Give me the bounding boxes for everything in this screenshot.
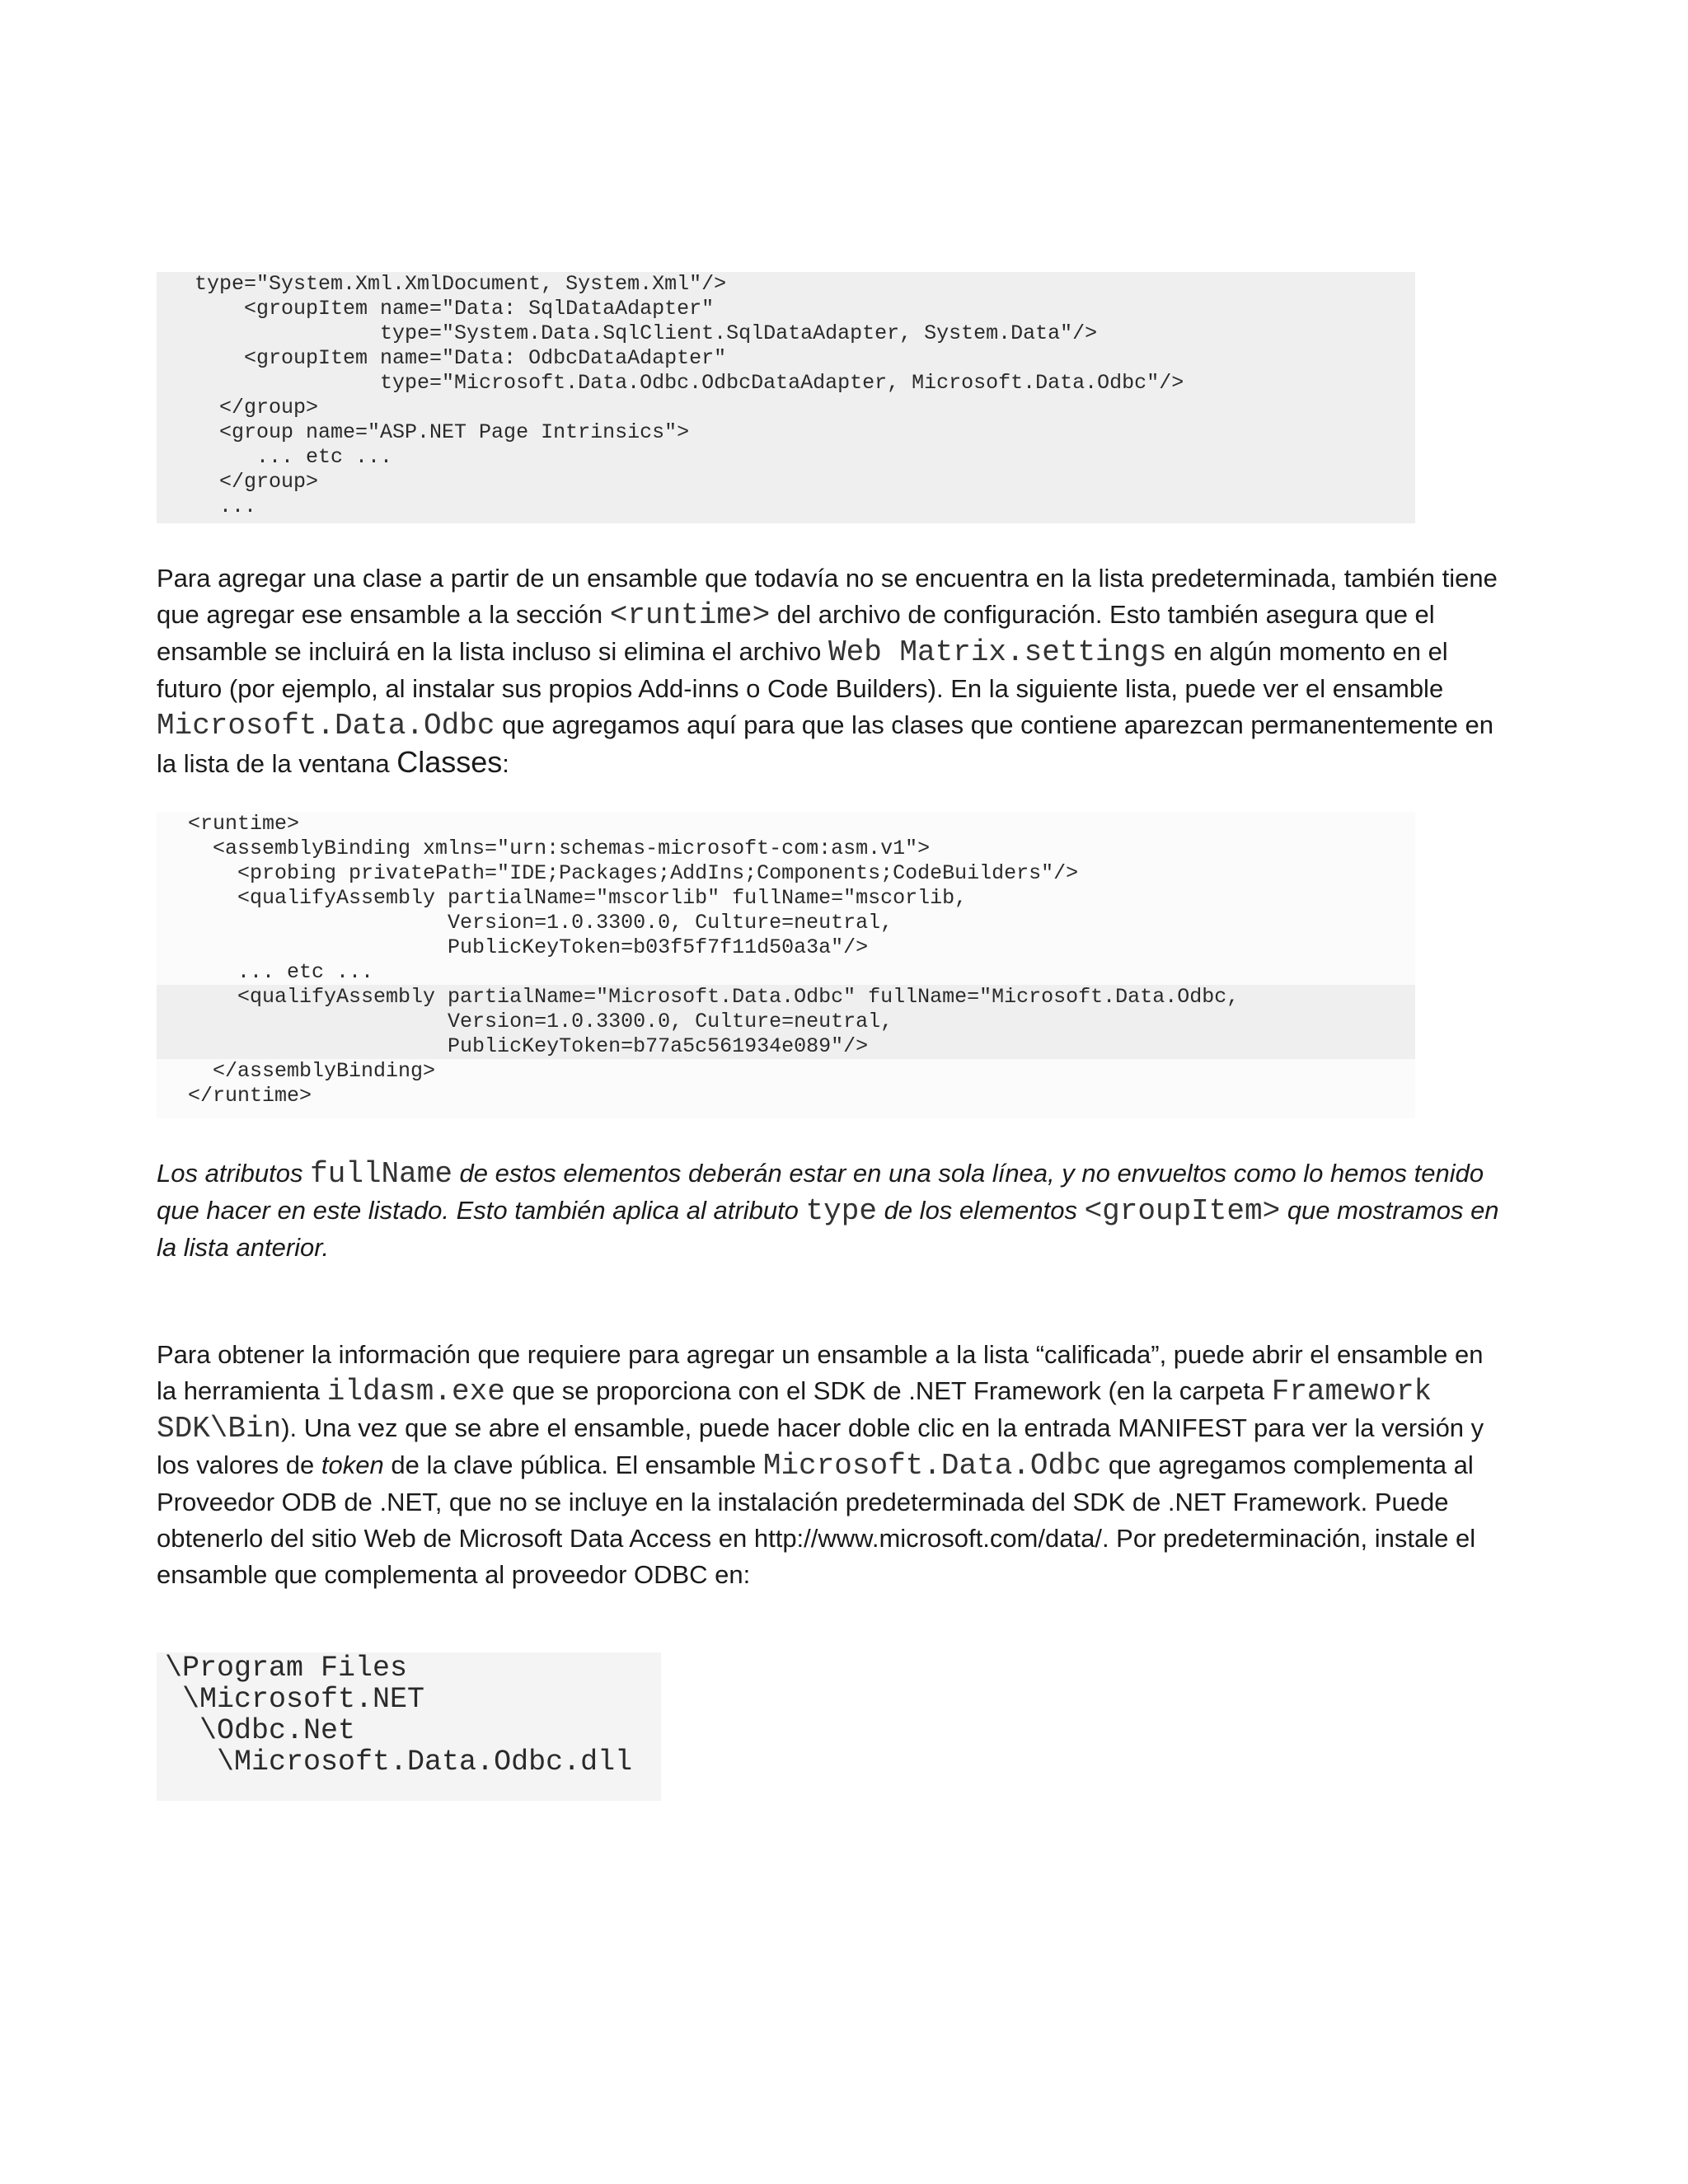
text-run: :: [502, 749, 509, 778]
text-run: del archivo de configuración. Esto también asegura que el ensamble se incluirá en la lista incluso si elimina el archivo: [157, 600, 1435, 666]
window-name: Classes: [396, 745, 503, 779]
text-run: que agregamos complementa al Proveedor ODB de .NET, que no se incluye en la instalación predeterminada del SDK de .NET Framework. Puede obtenerlo del sitio Web de Microsoft Data Access en http://www.microsoft.com/data/. Por predeterminación, instale el ensamble que complementa al proveedor ODBC en:: [157, 1451, 1476, 1589]
code-block-install-path: [157, 1652, 661, 1801]
inline-code: Web Matrix.settings: [828, 635, 1167, 669]
text-run: que se proporciona con el SDK de .NET Framework (en la carpeta: [504, 1376, 1272, 1405]
inline-code: fullName: [310, 1157, 452, 1191]
code-line: ...: [195, 494, 257, 518]
inline-code: <runtime>: [609, 598, 771, 632]
code-line-highlighted: Version=1.0.3300.0, Culture=neutral,: [157, 1010, 1415, 1034]
code-line: <runtime>: [188, 812, 300, 836]
body-paragraph-ildasm: [157, 1337, 1508, 1593]
text-run: Para agregar una clase a partir de un ensamble que todavía no se encuentra en la lista predeterminada, también tiene que agregar ese ensamble a la sección: [157, 564, 1498, 629]
code-line: type="Microsoft.Data.Odbc.OdbcDataAdapter, Microsoft.Data.Odbc"/>: [195, 371, 1184, 395]
code-line: <groupItem name="Data: SqlDataAdapter": [195, 297, 715, 321]
text-run: Para obtener la información que requiere para agregar un ensamble a la lista “calificada”, puede abrir el ensamble en la herramienta: [157, 1340, 1484, 1405]
code-line: \Microsoft.Data.Odbc.dll: [165, 1746, 633, 1779]
code-line: ... etc ...: [188, 960, 374, 984]
code-line: <groupItem name="Data: OdbcDataAdapter": [195, 346, 727, 370]
code-line: </group>: [195, 470, 319, 494]
text-run: que mostramos en la lista anterior.: [157, 1196, 1499, 1262]
inline-code: type: [805, 1194, 877, 1228]
inline-code: Microsoft.Data.Odbc: [762, 1449, 1102, 1483]
italic-term: token: [321, 1451, 384, 1479]
text-run: de estos elementos deberán estar en una sola línea, y no envueltos como lo hemos tenido que hacer en este listado. Esto también aplica al atributo: [157, 1159, 1484, 1225]
code-line: <qualifyAssembly partialName="mscorlib" fullName="mscorlib,: [188, 886, 968, 910]
text-run: que agregamos aquí para que las clases que contiene aparezcan permanentemente en la lista de la ventana: [157, 710, 1494, 778]
code-line: type="System.Xml.XmlDocument, System.Xml"/>: [195, 272, 727, 296]
code-line: <probing privatePath="IDE;Packages;AddIns;Components;CodeBuilders"/>: [188, 861, 1079, 885]
inline-code: <groupItem>: [1084, 1194, 1281, 1228]
code-line: \Microsoft.NET: [165, 1683, 425, 1716]
inline-code: ildasm.exe: [326, 1375, 505, 1408]
text-run: Los atributos: [157, 1159, 311, 1188]
note-paragraph: [157, 1155, 1508, 1266]
code-line: <assemblyBinding xmlns="urn:schemas-microsoft-com:asm.v1">: [188, 837, 931, 860]
code-line-highlighted: <qualifyAssembly partialName="Microsoft.Data.Odbc" fullName="Microsoft.Data.Odbc,: [157, 985, 1415, 1010]
code-line: </assemblyBinding>: [188, 1059, 436, 1083]
body-paragraph-runtime: [157, 560, 1508, 782]
text-run: de los elementos: [876, 1196, 1085, 1225]
code-line: Version=1.0.3300.0, Culture=neutral,: [188, 911, 893, 935]
code-line: </group>: [195, 396, 319, 419]
code-line: </runtime>: [188, 1084, 312, 1108]
code-line: PublicKeyToken=b03f5f7f11d50a3a"/>: [188, 935, 869, 959]
inline-code: Microsoft.Data.Odbc: [157, 709, 495, 743]
code-line: \Odbc.Net: [165, 1714, 356, 1747]
code-line: ... etc ...: [195, 445, 393, 469]
code-line: \Program Files: [165, 1652, 408, 1685]
text-run: ). Una vez que se abre el ensamble, puede hacer doble clic en la entrada MANIFEST para ver la versión y los valores de: [157, 1413, 1484, 1479]
text-run: en algún momento en el futuro (por ejemplo, al instalar sus propios Add-inns o Code Builders). En la siguiente lista, puede ver el ensamble: [157, 637, 1448, 703]
code-block-group-items: [157, 272, 1415, 523]
code-line: type="System.Data.SqlClient.SqlDataAdapter, System.Data"/>: [195, 321, 1098, 345]
code-line-highlighted: PublicKeyToken=b77a5c561934e089"/>: [157, 1034, 1415, 1059]
inline-code: Framework SDK\Bin: [157, 1375, 1432, 1446]
text-run: de la clave pública. El ensamble: [383, 1451, 763, 1479]
code-block-runtime: [157, 812, 1415, 1118]
code-line: <group name="ASP.NET Page Intrinsics">: [195, 420, 690, 444]
